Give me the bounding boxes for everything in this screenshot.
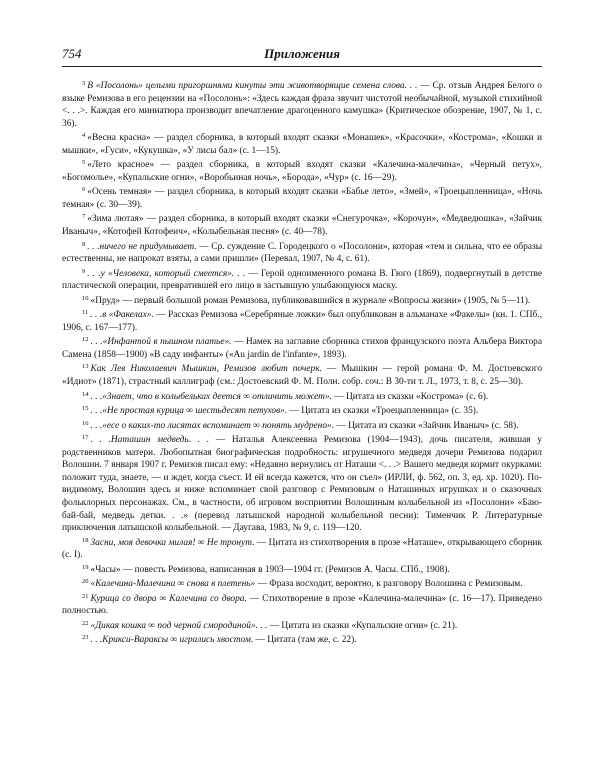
- endnote-number: 17: [82, 434, 89, 442]
- endnote-text: — Намек на заглавие сборника стихов французского поэта Альбера Виктора Самена (1858—1900) «В саду инфанты» («Au jardin de l'infante», 1893).: [62, 337, 543, 360]
- endnote-20: [62, 576, 542, 591]
- endnote-quote: . . .ничего не придумывает.: [87, 241, 197, 252]
- page-number: 754: [62, 46, 82, 61]
- endnote-number: 9: [82, 267, 86, 275]
- page-header: [62, 44, 542, 64]
- endnotes: [62, 78, 542, 647]
- endnote-quote: Засни, моя девочка милая! ∞ Не тронут.: [90, 537, 255, 548]
- endnote-4: [62, 130, 542, 157]
- endnote-12: [62, 334, 542, 361]
- endnote-number: 8: [82, 240, 86, 248]
- endnote-number: 15: [82, 405, 89, 413]
- endnote-text: — Цитата из сказки «Кострома» (с. 6).: [331, 391, 489, 402]
- endnote-22: [62, 618, 542, 633]
- endnote-text: — Герой одноименного романа В. Гюго (1869), подвергнутый в детстве пластической операции, превратившей его лицо в застывшую улыбающуюся маску.: [62, 268, 542, 292]
- endnote-text: — Ср. отзыв Андрея Белого о языке Ремизова в его рецензии на «Посолонь»: «Здесь каждая фраза звучит чистотой необычайной, музыкой стихийной <. . .>. Каждая его миниатюра производит впечатление драгоценного камушка» (Критическое обозрение, 1907, № 1, с. 36).: [62, 81, 542, 129]
- endnote-quote: . . .у «Человека, который смеется». . .: [87, 268, 246, 279]
- endnote-text: — Стихотворение в прозе «Калечина-малечина» (с. 16—17). Приведено полностью.: [62, 593, 542, 617]
- endnote-number: 18: [82, 536, 89, 544]
- endnote-text: — Наталья Алексеевна Ремизова (1904—1943), дочь писателя, жившая у родственников матери. Любопытная биографическая подробность: игрушечного медведя дочери Ремизова подарил Волошин. 7 января 1907 г. Ремизов писал ему: «Недавно вернулись от Наташи <. . .> Вашего медведя кормит окурками: положит туда, знаете, — и ждет, когда съест. И ей всегда кажется, что он съел» (ИРЛИ, ф. 562, оп. 3, ед. хр. 1020). По-видимому, Волошин здесь и ниже вспоминает свой разговор с Ремизовым о Наташиных игрушках и о сказочных фольклорных персонажах. См., в частности, об игровом восприятии Волошиным колыбельной из «Посолони» «Баю-бай-бай, медведь детки. . .» (перевод латышской народной колыбельной песни): Тименчик Р. Литературные приключения латышской колыбельной. — Даугава, 1983, № 9, с. 119—120.: [62, 435, 542, 534]
- endnote-text: «Зима лютая» — раздел сборника, в который входят сказки «Снегурочка», «Корочун», «Медведюшка», «Зайчик Иваныч», «Котофей Котофеич», «Колыбельная песня» (с. 40—78).: [62, 214, 542, 238]
- endnote-number: 20: [82, 578, 89, 586]
- endnote-quote: Как Лев Николаевич Мышкин, Ремизов любит почерк.: [90, 364, 322, 375]
- endnote-14: [62, 389, 542, 404]
- endnote-19: [62, 562, 542, 577]
- endnote-number: 6: [82, 186, 86, 194]
- endnote-8: [62, 239, 542, 266]
- endnote-number: 16: [82, 419, 89, 427]
- endnote-11: [62, 307, 542, 334]
- running-title: Приложения: [264, 46, 340, 61]
- endnote-15: [62, 403, 542, 418]
- endnote-quote: В «Посолонь» целыми пригоршнями кинуты эти животворящие семена слова. . .: [87, 81, 418, 91]
- endnote-quote: . . .«Знает, что в колыбельках деется ∞ отличить может».: [90, 391, 332, 402]
- endnote-number: 13: [82, 363, 89, 371]
- endnote-quote: . . .«есе о каких-то лисятах вспоминает ∞ понять мудрено».: [90, 420, 335, 431]
- endnote-text: — Цитата из сказки «Купальские огни» (с. 21).: [267, 620, 458, 631]
- endnote-9: [62, 266, 542, 293]
- endnote-18: [62, 535, 542, 562]
- endnote-number: 10: [82, 294, 89, 302]
- endnote-quote: . . .«Инфантой в пышном платье».: [90, 337, 232, 348]
- endnote-text: «Весна красна» — раздел сборника, в который входят сказки «Монашек», «Красочки», «Кострома», «Кошки и мышки», «Гуси», «Кукушка», «У лисы бал» (с. 1—15).: [62, 133, 542, 156]
- endnote-text: — Цитата из сказки «Троецыпленница» (с. 35).: [287, 406, 479, 417]
- endnote-quote: «Дикая кошка ∞ под черной смородиной». . .: [90, 620, 268, 631]
- endnote-7: [62, 211, 542, 238]
- endnote-text: «Пруд» — первый большой роман Ремизова, публиковавшийся в журнале «Вопросы жизни» (1905, № 5—11).: [90, 295, 531, 306]
- endnote-text: — Ср. суждение С. Городецкого о «Посолони», которая «тем и сильна, что ее образы естественны, не напрокат взяты, а сами пришли» (Перевал, 1907, № 4, с. 61).: [62, 241, 542, 265]
- endnote-number: 7: [82, 213, 86, 221]
- endnote-13: [62, 361, 542, 388]
- endnote-10: [62, 293, 542, 308]
- endnote-number: 11: [82, 309, 89, 317]
- endnote-number: 3: [82, 80, 86, 87]
- endnote-5: [62, 157, 542, 184]
- endnote-number: 23: [82, 634, 89, 642]
- endnote-text: — Мышкин — герой романа Ф. М. Достоевского «Идиот» (1871), страстный каллиграф (см.: Достоевский Ф. М. Полн. собр. соч.: В 30-ти т. Л., 1973, т. 8, с. 25—30).: [62, 364, 543, 388]
- endnote-text: «Осень темная» — раздел сборника, в который входят сказки «Бабье лето», «Змей», «Троецыпленница», «Ночь темная» (с. 30—39).: [62, 187, 542, 210]
- header-rule: [62, 66, 542, 67]
- endnote-21: [62, 591, 542, 618]
- endnote-6: [62, 184, 542, 211]
- endnote-number: 5: [82, 159, 86, 167]
- endnote-quote: «Калечина-Малечина ∞ снова в плетень»: [90, 579, 256, 590]
- endnote-number: 14: [82, 390, 89, 398]
- endnote-number: 21: [82, 592, 89, 600]
- endnote-text: — Рассказ Ремизова «Серебряные ложки» был опубликован в альманахе «Факелы» (кн. 1. СПб., 1906, с. 167—177).: [62, 310, 542, 333]
- endnote-quote: . . .Крикси-Вараксы ∞ игрались хвостом.: [90, 635, 254, 646]
- endnote-text: — Цитата из стихотворения в прозе «Наташе», открывающего сборник (с. I).: [62, 537, 542, 561]
- endnote-number: 4: [82, 132, 86, 140]
- endnote-text: «Лето красное» — раздел сборника, в который входят сказки «Калечина-малечина», «Черный петух», «Богомолье», «Купальские огни», «Воробьиная ночь», «Борода», «Чур» (с. 16—29).: [62, 160, 542, 183]
- endnote-text: — Фраза восходит, вероятно, к разговору Волошина с Ремизовым.: [255, 579, 523, 590]
- endnote-text: — Цитата (там же, с. 22).: [253, 635, 357, 646]
- endnote-number: 22: [82, 619, 89, 627]
- endnote-quote: . . .«Не простая курица ∞ шестьдесят петухов».: [90, 406, 288, 417]
- endnote-quote: Курица со двора ∞ Калечина со двора.: [90, 593, 247, 604]
- endnote-text: — Цитата из сказки «Зайчик Иваныч» (с. 58).: [334, 420, 519, 431]
- endnote-16: [62, 418, 542, 433]
- endnote-number: 12: [82, 336, 89, 344]
- endnote-quote: . . .в «Факелах».: [90, 310, 154, 321]
- endnote-3: [62, 78, 542, 130]
- endnote-quote: . . .Наташин медведь. . .: [90, 435, 210, 446]
- endnote-number: 19: [82, 563, 89, 571]
- endnote-text: «Часы» — повесть Ремизова, написанная в 1903—1904 гг. (Ремизов А. Часы. СПб., 1908).: [90, 564, 450, 575]
- endnote-17: [62, 432, 542, 534]
- endnote-23: [62, 632, 542, 647]
